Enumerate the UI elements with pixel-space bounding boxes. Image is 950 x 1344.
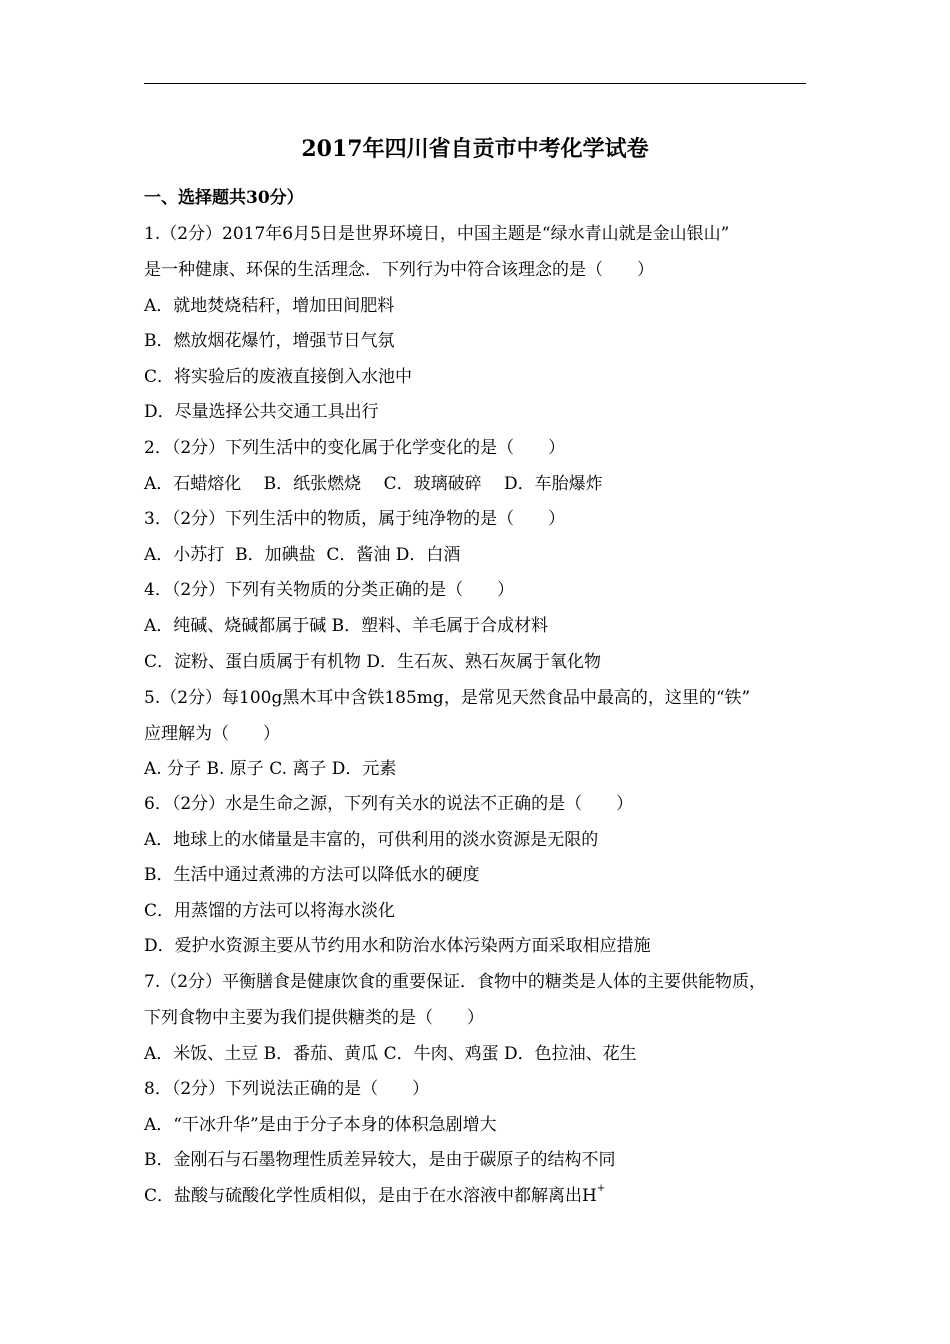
question-1-option-c: C．将实验后的废液直接倒入水池中 — [144, 367, 413, 387]
question-1-option-a: A．就地焚烧秸秆，增加田间肥料 — [144, 296, 395, 316]
question-5-options: A. 分子 B. 原子 C. 离子 D．元素 — [144, 759, 397, 779]
header-rule — [144, 83, 806, 84]
question-7-line-2: 下列食物中主要为我们提供糖类的是（ ） — [144, 1008, 484, 1028]
section-heading: 一、选择题共30分） — [144, 188, 304, 208]
question-6-stem: 6．（2分）水是生命之源，下列有关水的说法不正确的是（ ） — [144, 794, 634, 814]
page-title: 2017年四川省自贡市中考化学试卷 — [301, 136, 649, 162]
question-8-option-c-text: C．盐酸与硫酸化学性质相似，是由于在水溶液中都解离出H — [144, 1186, 597, 1206]
question-8-option-a: A．“干冰升华”是由于分子本身的体积急剧增大 — [144, 1115, 497, 1135]
question-4-options-ab: A．纯碱、烧碱都属于碱 B．塑料、羊毛属于合成材料 — [144, 616, 549, 636]
question-6-option-b: B．生活中通过煮沸的方法可以降低水的硬度 — [144, 865, 480, 885]
question-8-option-c — [144, 1184, 605, 1208]
question-3-stem: 3．（2分）下列生活中的物质，属于纯净物的是（ ） — [144, 509, 566, 529]
question-8-option-b: B．金刚石与石墨物理性质差异较大，是由于碳原子的结构不同 — [144, 1150, 616, 1170]
question-5-line-2: 应理解为（ ） — [144, 724, 280, 744]
question-2-stem: 2．（2分）下列生活中的变化属于化学变化的是（ ） — [144, 438, 566, 458]
question-5-line-1: 5.（2分）每100g黑木耳中含铁185mg，是常见天然食品中最高的，这里的“铁” — [144, 688, 751, 708]
question-1-line-2: 是一种健康、环保的生活理念．下列行为中符合该理念的是（ ） — [144, 260, 654, 280]
question-7-line-1: 7.（2分）平衡膳食是健康饮食的重要保证．食物中的糖类是人体的主要供能物质， — [144, 972, 767, 992]
question-3-options: A．小苏打 B．加碘盐 C．酱油 D．白酒 — [144, 545, 461, 565]
question-7-options: A．米饭、土豆 B．番茄、黄瓜 C．牛肉、鸡蛋 D．色拉油、花生 — [144, 1044, 637, 1064]
question-6-option-d: D．爱护水资源主要从节约用水和防治水体污染两方面采取相应措施 — [144, 936, 651, 956]
question-6-option-a: A．地球上的水储量是丰富的，可供利用的淡水资源是无限的 — [144, 830, 599, 850]
question-4-stem: 4．（2分）下列有关物质的分类正确的是（ ） — [144, 580, 515, 600]
question-2-options: A．石蜡熔化 B．纸张燃烧 C．玻璃破碎 D．车胎爆炸 — [144, 474, 603, 494]
question-1-line-1: 1.（2分）2017年6月5日是世界环境日，中国主题是“绿水青山就是金山银山” — [144, 224, 730, 244]
hydrogen-ion-charge: + — [596, 1183, 606, 1194]
question-6-option-c: C．用蒸馏的方法可以将海水淡化 — [144, 901, 396, 921]
question-8-stem: 8．（2分）下列说法正确的是（ ） — [144, 1079, 430, 1099]
question-1-option-d: D．尽量选择公共交通工具出行 — [144, 402, 379, 422]
question-4-options-cd: C．淀粉、蛋白质属于有机物 D．生石灰、熟石灰属于氧化物 — [144, 652, 602, 672]
question-1-option-b: B．燃放烟花爆竹，增强节日气氛 — [144, 331, 395, 351]
